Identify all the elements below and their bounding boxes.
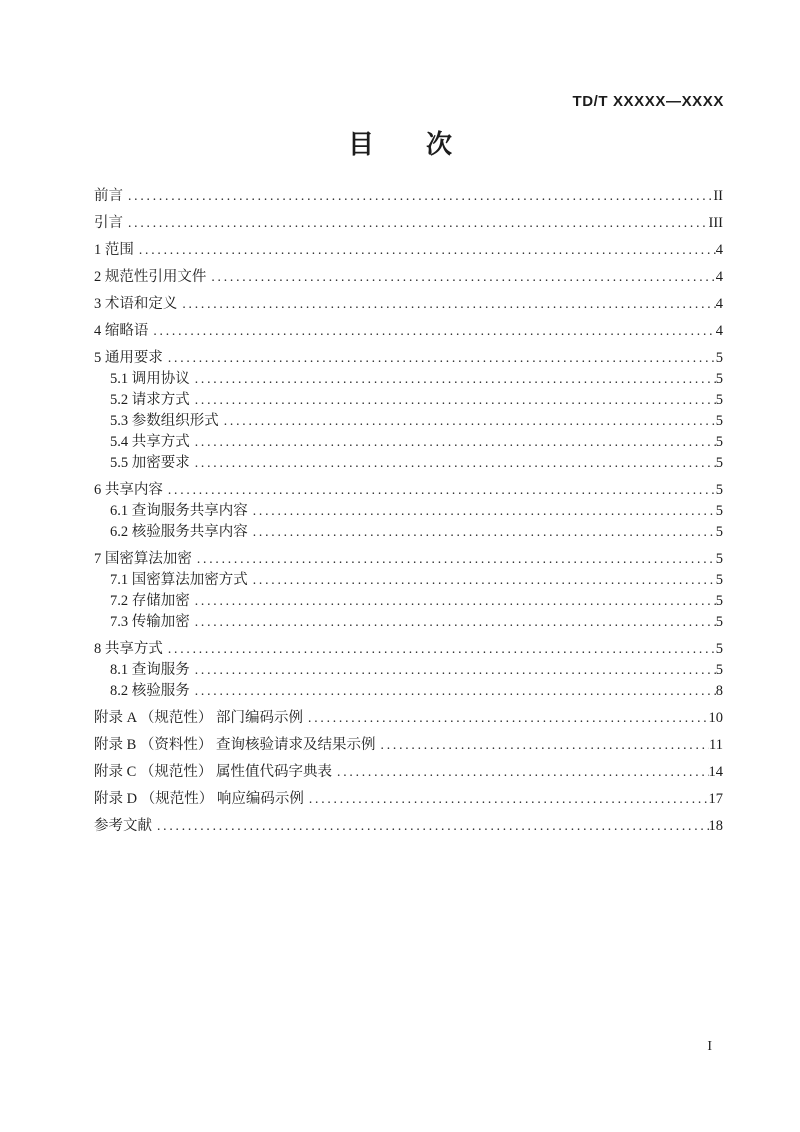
toc-entry-page: III bbox=[708, 215, 723, 231]
toc-entry-page: 14 bbox=[708, 764, 723, 780]
toc-entry-label: 6.1 查询服务共享内容 bbox=[110, 503, 248, 519]
dot-leader bbox=[303, 708, 708, 728]
toc-entry bbox=[94, 681, 723, 701]
dot-leader bbox=[190, 390, 716, 410]
page-title: 目 次 bbox=[347, 129, 452, 159]
toc-entry bbox=[94, 612, 723, 632]
toc-entry-page: 18 bbox=[708, 818, 723, 834]
dot-leader bbox=[123, 186, 713, 206]
toc-entry-label: 5.2 请求方式 bbox=[110, 392, 190, 408]
toc-entry-page: 5 bbox=[715, 434, 723, 450]
footer-page-number: I bbox=[707, 1039, 712, 1054]
dot-leader bbox=[332, 762, 708, 782]
toc-entry-page: 5 bbox=[715, 413, 723, 429]
toc-entry bbox=[94, 708, 723, 728]
dot-leader bbox=[163, 639, 716, 659]
toc-entry-label: 8 共享方式 bbox=[94, 641, 163, 657]
toc-entry-page: 4 bbox=[715, 269, 723, 285]
toc-entry bbox=[94, 762, 723, 782]
dot-leader bbox=[134, 240, 716, 260]
toc-entry-page: 10 bbox=[708, 710, 723, 726]
dot-leader bbox=[376, 735, 709, 755]
toc-entry bbox=[94, 240, 723, 260]
toc-entry-page: 4 bbox=[715, 323, 723, 339]
toc-entry bbox=[94, 789, 723, 809]
toc-entry bbox=[94, 348, 723, 368]
toc-entry-label: 2 规范性引用文件 bbox=[94, 269, 207, 285]
toc-entry bbox=[94, 213, 723, 233]
toc-entry bbox=[94, 321, 723, 341]
toc-entry-label: 前言 bbox=[94, 188, 123, 204]
dot-leader bbox=[190, 612, 716, 632]
toc-entry bbox=[94, 639, 723, 659]
toc-entry-page: 5 bbox=[715, 392, 723, 408]
toc-entry-page: 8 bbox=[715, 683, 723, 699]
dot-leader bbox=[177, 294, 715, 314]
toc-entry-page: II bbox=[713, 188, 723, 204]
dot-leader bbox=[148, 321, 715, 341]
toc-entry-page: 5 bbox=[715, 503, 723, 519]
toc-entry-label: 3 术语和定义 bbox=[94, 296, 178, 312]
toc-entry-label: 5 通用要求 bbox=[94, 350, 163, 366]
toc-entry-label: 6 共享内容 bbox=[94, 482, 163, 498]
dot-leader bbox=[206, 267, 715, 287]
toc-entry bbox=[94, 453, 723, 473]
toc-entry-page: 5 bbox=[715, 551, 723, 567]
toc-entry bbox=[94, 522, 723, 542]
toc-entry-label: 8.2 核验服务 bbox=[110, 683, 190, 699]
toc-entry-label: 7.3 传输加密 bbox=[110, 614, 190, 630]
standard-code: TD/T XXXXX—XXXX bbox=[572, 93, 724, 110]
dot-leader bbox=[219, 411, 716, 431]
toc-entry-label: 5.3 参数组织形式 bbox=[110, 413, 219, 429]
toc-entry-label: 5.4 共享方式 bbox=[110, 434, 190, 450]
toc-entry bbox=[94, 432, 723, 452]
toc-entry bbox=[94, 549, 723, 569]
toc-entry bbox=[94, 369, 723, 389]
toc-entry-page: 5 bbox=[715, 662, 723, 678]
toc-entry bbox=[94, 267, 723, 287]
toc-entry-label: 7 国密算法加密 bbox=[94, 551, 192, 567]
toc-entry-page: 4 bbox=[715, 242, 723, 258]
dot-leader bbox=[190, 681, 716, 701]
toc-entry-page: 5 bbox=[715, 641, 723, 657]
toc-entry bbox=[94, 735, 723, 755]
toc-entry-label: 8.1 查询服务 bbox=[110, 662, 190, 678]
toc-entry-label: 附录 D （规范性） 响应编码示例 bbox=[94, 791, 304, 807]
toc-entry bbox=[94, 294, 723, 314]
toc-entry-page: 5 bbox=[715, 371, 723, 387]
toc-entry-label: 5.5 加密要求 bbox=[110, 455, 190, 471]
toc-entry-page: 5 bbox=[715, 350, 723, 366]
dot-leader bbox=[304, 789, 709, 809]
toc-entry-page: 5 bbox=[715, 455, 723, 471]
dot-leader bbox=[163, 480, 716, 500]
toc-entry-label: 7.1 国密算法加密方式 bbox=[110, 572, 248, 588]
dot-leader bbox=[190, 660, 716, 680]
toc-entry-label: 4 缩略语 bbox=[94, 323, 149, 339]
toc-entry-page: 5 bbox=[715, 482, 723, 498]
toc-entry-label: 引言 bbox=[94, 215, 123, 231]
dot-leader bbox=[248, 522, 716, 542]
toc-entry-label: 1 范围 bbox=[94, 242, 134, 258]
toc-entry-label: 6.2 核验服务共享内容 bbox=[110, 524, 248, 540]
dot-leader bbox=[152, 816, 709, 836]
toc-entry-page: 4 bbox=[715, 296, 723, 312]
dot-leader bbox=[190, 369, 716, 389]
toc-entry-label: 附录 B （资料性） 查询核验请求及结果示例 bbox=[94, 737, 376, 753]
dot-leader bbox=[248, 501, 716, 521]
toc-entry-page: 5 bbox=[715, 593, 723, 609]
toc-entry-label: 5.1 调用协议 bbox=[110, 371, 190, 387]
toc-entry-page: 17 bbox=[708, 791, 723, 807]
dot-leader bbox=[190, 432, 716, 452]
dot-leader bbox=[190, 453, 716, 473]
dot-leader bbox=[123, 213, 709, 233]
toc-entry bbox=[94, 570, 723, 590]
toc-entry-label: 7.2 存储加密 bbox=[110, 593, 190, 609]
toc-entry-label: 参考文献 bbox=[94, 818, 152, 834]
table-of-contents bbox=[94, 186, 723, 836]
toc-entry-label: 附录 C （规范性） 属性值代码字典表 bbox=[94, 764, 333, 780]
dot-leader bbox=[248, 570, 716, 590]
toc-entry bbox=[94, 480, 723, 500]
toc-entry-page: 5 bbox=[715, 524, 723, 540]
toc-entry bbox=[94, 591, 723, 611]
toc-entry-page: 5 bbox=[715, 572, 723, 588]
toc-entry-label: 附录 A （规范性） 部门编码示例 bbox=[94, 710, 304, 726]
toc-entry bbox=[94, 411, 723, 431]
dot-leader bbox=[190, 591, 716, 611]
dot-leader bbox=[192, 549, 716, 569]
toc-entry-page: 5 bbox=[715, 614, 723, 630]
toc-entry bbox=[94, 186, 723, 206]
dot-leader bbox=[163, 348, 716, 368]
toc-entry bbox=[94, 816, 723, 836]
toc-entry bbox=[94, 390, 723, 410]
toc-entry-page: 11 bbox=[709, 737, 723, 753]
toc-entry bbox=[94, 660, 723, 680]
toc-entry bbox=[94, 501, 723, 521]
